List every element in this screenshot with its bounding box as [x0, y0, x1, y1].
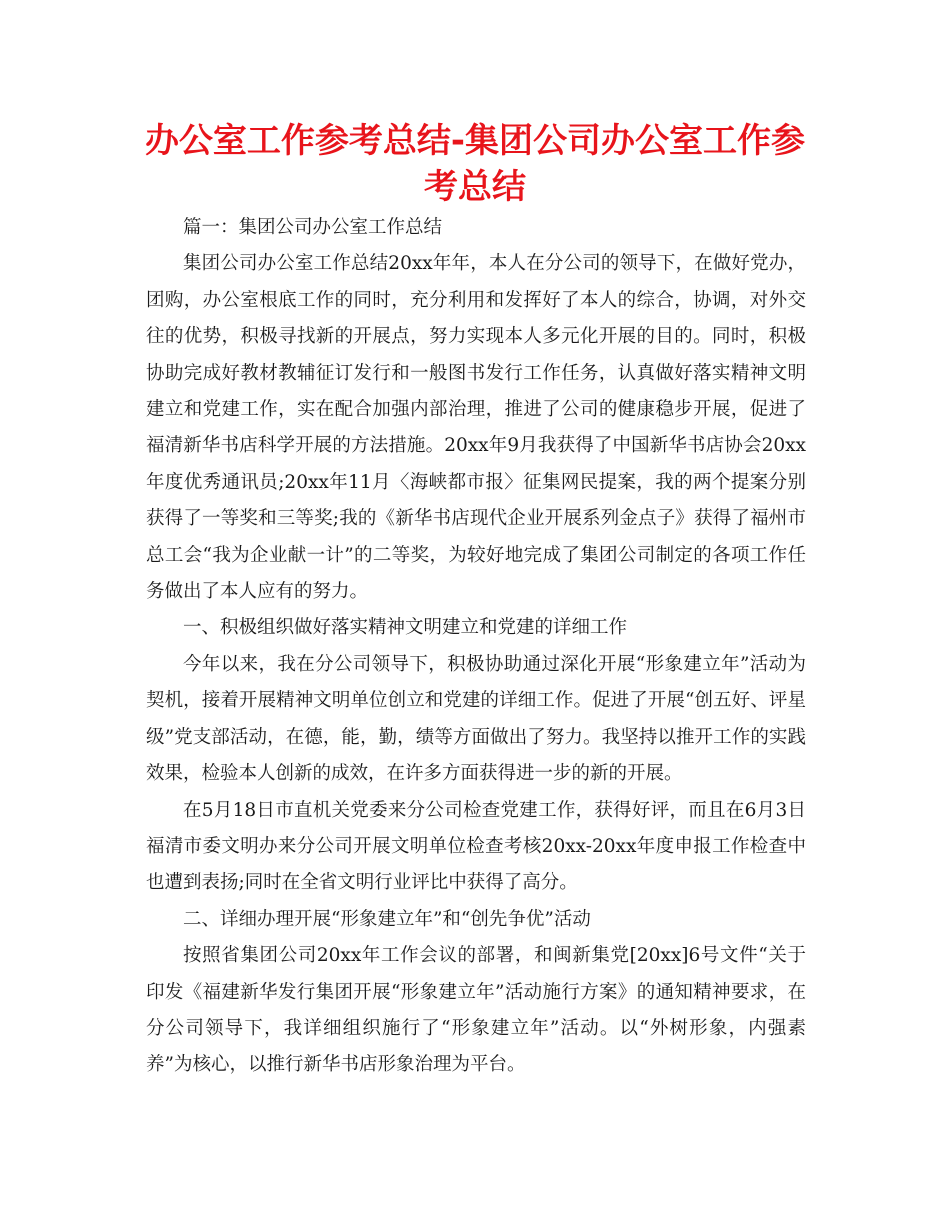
paragraph-section-heading: 篇一：集团公司办公室工作总结 — [183, 217, 443, 238]
paragraph-heading: 一、积极组织做好落实精神文明建立和党建的详细工作 — [183, 617, 628, 639]
document-body — [146, 210, 806, 1084]
paragraph: 集团公司办公室工作总结20xx年年，本人在分公司的领导下，在做好党办，团购，办公室根底工作的同时，充分利用和发挥好了本人的综合，协调，对外交往的优势，积极寻找新的开展点，努力实现本人多元化开展的目的。同时，积极协助完成好教材教辅征订发行和一般图书发行工作任务，认真做好落实精神文明建立和党建工作，实在配合加强内部治理，推进了公司的健康稳步开展，促进了福清新华书店科学开展的方法措施。20xx年9月我获得了中国新华书店协会20xx年度优秀通讯员;20xx年11月〈海峡都市报〉征集网民提案，我的两个提案分别获得了一等奖和三等奖;我的《新华书店现代企业开展系列金点子》获得了福州市总工会“我为企业献一计”的二等奖，为较好地完成了集团公司制定的各项工作任务做出了本人应有的努力。 — [146, 253, 806, 603]
paragraph: 按照省集团公司20xx年工作会议的部署，和闽新集党[20xx]6号文件“关于印发《福建新华发行集团开展“形象建立年”活动施行方案》的通知精神要求，在分公司领导下，我详细组织施行了“形象建立年”活动。以“外树形象，内强素养”为核心，以推行新华书店形象治理为平台。 — [146, 945, 806, 1076]
paragraph: 在5月18日市直机关党委来分公司检查党建工作，获得好评，而且在6月3日福清市委文明办来分公司开展文明单位检查考核20xx-20xx年度申报工作检查中也遭到表扬;同时在全省文明行业评比中获得了高分。 — [146, 799, 806, 894]
paragraph-heading: 二、详细办理开展“形象建立年”和“创先争优”活动 — [183, 908, 591, 930]
document-title: 办公室工作参考总结-集团公司办公室工作参考总结 — [144, 121, 806, 207]
paragraph: 今年以来，我在分公司领导下，积极协助通过深化开展“形象建立年”活动为契机，接着开展精神文明单位创立和党建的详细工作。促进了开展“创五好、评星级”党支部活动，在德，能，勤，绩等方面做出了努力。我坚持以推开工作的实践效果，检验本人创新的成效，在许多方面获得进一步的新的开展。 — [146, 653, 806, 785]
